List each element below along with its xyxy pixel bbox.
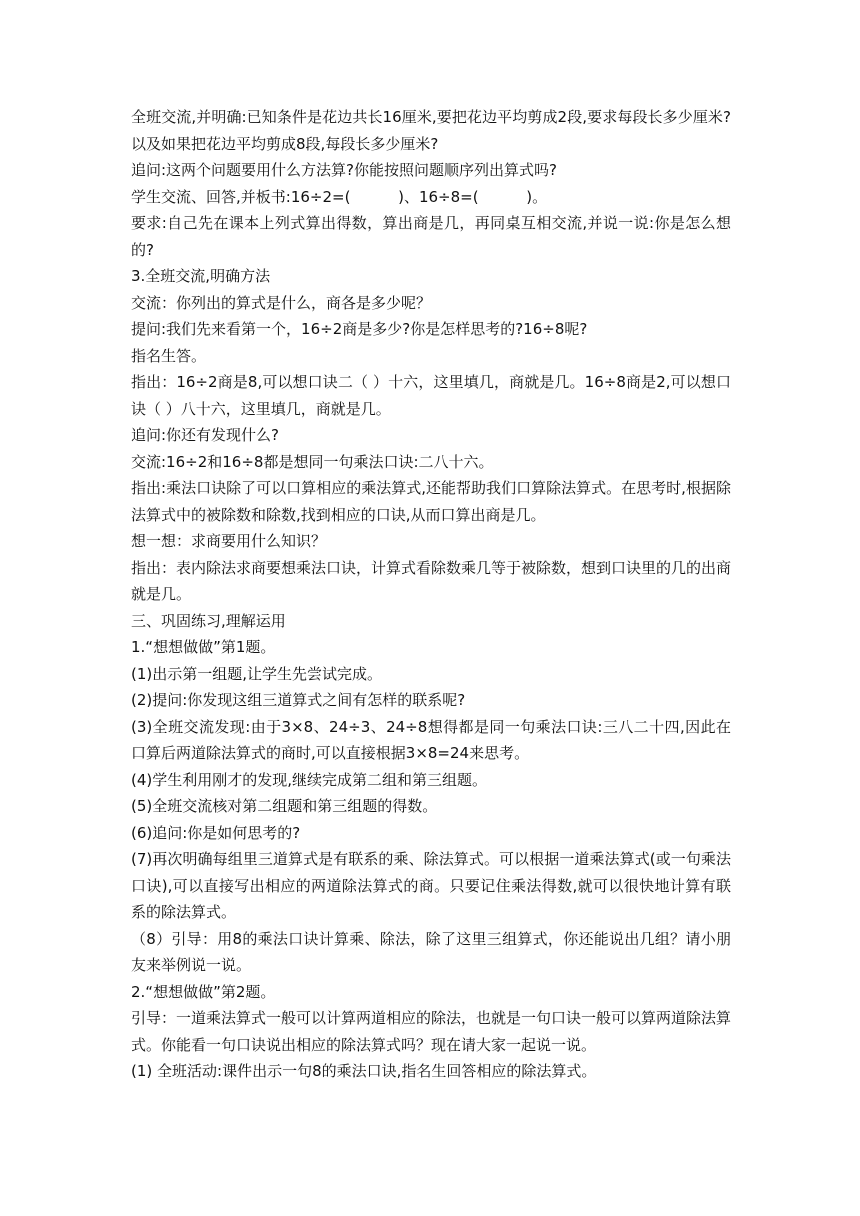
paragraph-exchange-mnemonic: 交流:16÷2和16÷8都是想同一句乘法口诀:二八十六。	[131, 452, 494, 471]
paragraph-class-discussion: 全班交流,并明确:已知条件是花边共长16厘米,要把花边平均剪成2段,要求每段长多少厘米?以及如果把花边平均剪成8段,每段长多少厘米?	[131, 108, 731, 153]
exercise-step-4: (4)学生利用刚才的发现,继续完成第二组和第三组题。	[131, 770, 488, 789]
paragraph-point-out-multiplication: 指出:乘法口诀除了可以口算相应的乘法算式,还能帮助我们口算除法算式。在思考时,根据除法算式中的被除数和除数,找到相应的口诀,从而口算出商是几。	[131, 479, 731, 524]
exercise-step-5: (5)全班交流核对第二组题和第三组题的得数。	[131, 797, 438, 815]
paragraph-student-answer: 指名生答。	[131, 346, 207, 365]
exercise-step-3: (3)全班交流发现:由于3×8、24÷3、24÷8想得都是同一句乘法口诀:三八二十四,因此在口算后两道除法算式的商时,可以直接根据3×8=24来思考。	[131, 717, 731, 762]
exercise-heading-1: 1.“想想做做”第1题。	[131, 638, 276, 656]
exercise-step-1: (1)出示第一组题,让学生先尝试完成。	[131, 664, 383, 683]
paragraph-board-writing: 学生交流、回答,并板书:16÷2=( )、16÷8=( )。	[131, 187, 548, 206]
paragraph-exchange: 交流：你列出的算式是什么，商各是多少呢？	[131, 293, 432, 312]
exercise-step-8: （8）引导：用8的乘法口诀计算乘、除法，除了这里三组算式，你还能说出几组？请小朋友来举例说一说。	[131, 929, 731, 974]
paragraph-think: 想一想：求商要用什么知识？	[131, 532, 327, 550]
exercise-step-6: (6)追问:你是如何思考的?	[131, 823, 301, 842]
paragraph-guidance: 引导：一道乘法算式一般可以计算两道相应的除法，也就是一句口诀一般可以算两道除法算式。你能看一句口诀说出相应的除法算式吗？现在请大家一起说一说。	[131, 1009, 732, 1054]
section-heading-method: 3.全班交流,明确方法	[131, 267, 271, 285]
paragraph-requirement: 要求:自己先在课本上列式算出得数，算出商是几，再同桌互相交流,并说一说:你是怎么想的?	[131, 214, 731, 259]
paragraph-point-out-mnemonic: 指出：16÷2商是8,可以想口诀二（ ）十六，这里填几，商就是几。16÷8商是2,可以想口诀（ ）八十六，这里填几，商就是几。	[131, 373, 731, 418]
paragraph-follow-up-question: 追问:这两个问题要用什么方法算?你能按照问题顺序列出算式吗?	[131, 161, 557, 179]
exercise-step-7: (7)再次明确每组里三道算式是有联系的乘、除法算式。可以根据一道乘法算式(或一句乘法口诀),可以直接写出相应的两道除法算式的商。只要记住乘法得数,就可以很快地计算有联系的除法算式。	[131, 850, 731, 921]
exercise-heading-2: 2.“想想做做”第2题。	[131, 982, 276, 1001]
exercise-step-2: (2)提问:你发现这组三道算式之间有怎样的联系呢?	[131, 691, 466, 709]
document-body	[131, 104, 731, 1085]
paragraph-question: 提问:我们先来看第一个，16÷2商是多少?你是怎样思考的?16÷8呢?	[131, 320, 588, 338]
section-heading-practice: 三、巩固练习,理解运用	[131, 611, 286, 630]
exercise-2-step-1: (1) 全班活动:课件出示一句8的乘法口诀,指名生回答相应的除法算式。	[131, 1062, 597, 1080]
paragraph-point-out-division: 指出：表内除法求商要想乘法口诀，计算式看除数乘几等于被除数，想到口诀里的几的出商就是几。	[131, 558, 732, 603]
paragraph-follow-up-discovery: 追问:你还有发现什么?	[131, 426, 280, 444]
